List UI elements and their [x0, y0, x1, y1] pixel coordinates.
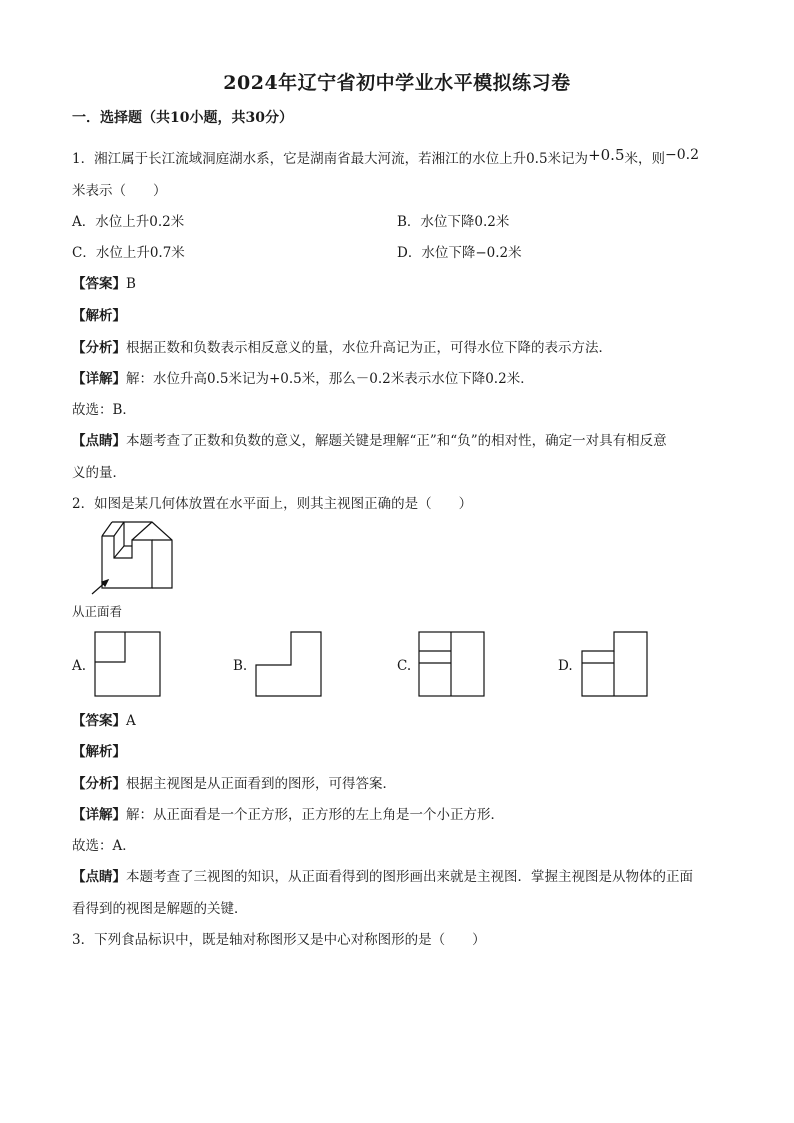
q1-answer-value: B — [126, 276, 136, 292]
q2-fenxi — [72, 774, 396, 794]
q1-option-b: B．水位下降0.2米 — [397, 214, 510, 230]
q1-xiangjie-tag: 【详解】 — [72, 371, 126, 387]
page-title: 2024年辽宁省初中学业水平模拟练习卷 — [223, 72, 571, 94]
q1-dianjing-line1 — [72, 431, 667, 451]
q2-stem: 2．如图是某几何体放置在水平面上，则其主视图正确的是（ ） — [72, 496, 473, 512]
q2-option-c-figure — [418, 631, 486, 697]
q1-option-c: C．水位上升0.7米 — [72, 245, 185, 261]
q1-answer — [72, 274, 136, 294]
q1-answer-tag: 【答案】 — [72, 276, 126, 292]
q2-xiangjie-text: 解：从正面看是一个正方形，正方形的左上角是一个小正方形． — [126, 807, 504, 823]
q2-dianjing-text: 本题考查了三视图的知识，从正面看得到的图形画出来就是主视图．掌握主视图是从物体的正面 — [126, 869, 693, 885]
section-heading: 一．选择题（共10小题，共30分） — [72, 110, 293, 126]
q2-option-a-figure — [94, 631, 162, 697]
q2-xiangjie — [72, 805, 504, 825]
q2-dianjing-line2: 看得到的视图是解题的关键． — [72, 901, 248, 917]
q2-fenxi-text: 根据主视图是从正面看到的图形，可得答案． — [126, 776, 396, 792]
q1-stem-line1 — [72, 148, 699, 169]
q1-stem-text: 1．湘江属于长江流域洞庭湖水系，它是湖南省最大河流，若湘江的水位上升0.5米记为 — [72, 151, 589, 167]
q1-option-a: A．水位上升0.2米 — [72, 214, 185, 230]
q1-guxuan: 故选：B． — [72, 402, 136, 418]
q2-answer — [72, 711, 136, 731]
q2-option-b-label: B. — [233, 658, 248, 674]
q1-dianjing-text: 本题考查了正数和负数的意义，解题关键是理解“正”和“负”的相对性，确定一对具有相反意 — [126, 433, 667, 449]
q2-dianjing-line1 — [72, 867, 693, 887]
q3-stem: 3．下列食品标识中，既是轴对称图形又是中心对称图形的是（ ） — [72, 932, 486, 948]
q2-guxuan: 故选：A． — [72, 838, 136, 854]
q1-dianjing-line2: 义的量． — [72, 465, 126, 481]
q1-stem-text-b: 米，则 — [624, 151, 665, 167]
q2-solid-figure — [90, 518, 180, 598]
q2-fenxi-tag: 【分析】 — [72, 776, 126, 792]
q2-option-c-label: C. — [397, 658, 412, 674]
q2-option-d-label: D. — [558, 658, 573, 674]
q2-xiangjie-tag: 【详解】 — [72, 807, 126, 823]
q2-answer-tag: 【答案】 — [72, 713, 126, 729]
q2-option-b-figure — [255, 631, 323, 697]
q1-xiangjie-text: 解：水位升高0.5米记为+0.5米，那么－0.2米表示水位下降0.2米． — [126, 371, 534, 387]
q2-dianjing-tag: 【点睛】 — [72, 869, 126, 885]
q2-option-d-figure — [581, 631, 649, 697]
q1-dianjing-tag: 【点睛】 — [72, 433, 126, 449]
q1-xiangjie — [72, 369, 534, 389]
q1-fenxi-tag: 【分析】 — [72, 340, 126, 356]
q1-negative-value: −0.2 — [665, 147, 699, 163]
q2-option-a-label: A. — [72, 658, 87, 674]
q1-option-d: D．水位下降−0.2米 — [397, 245, 522, 261]
q2-analysis-tag: 【解析】 — [72, 744, 126, 760]
q1-fenxi — [72, 338, 612, 358]
q1-stem-line2: 米表示（ ） — [72, 183, 167, 199]
q1-fenxi-text: 根据正数和负数表示相反意义的量，水位升高记为正，可得水位下降的表示方法． — [126, 340, 612, 356]
q1-analysis-tag: 【解析】 — [72, 308, 126, 324]
q1-positive-value: +0.5 — [588, 146, 625, 164]
q2-figure-caption: 从正面看 — [72, 604, 123, 619]
q2-answer-value: A — [126, 713, 136, 729]
